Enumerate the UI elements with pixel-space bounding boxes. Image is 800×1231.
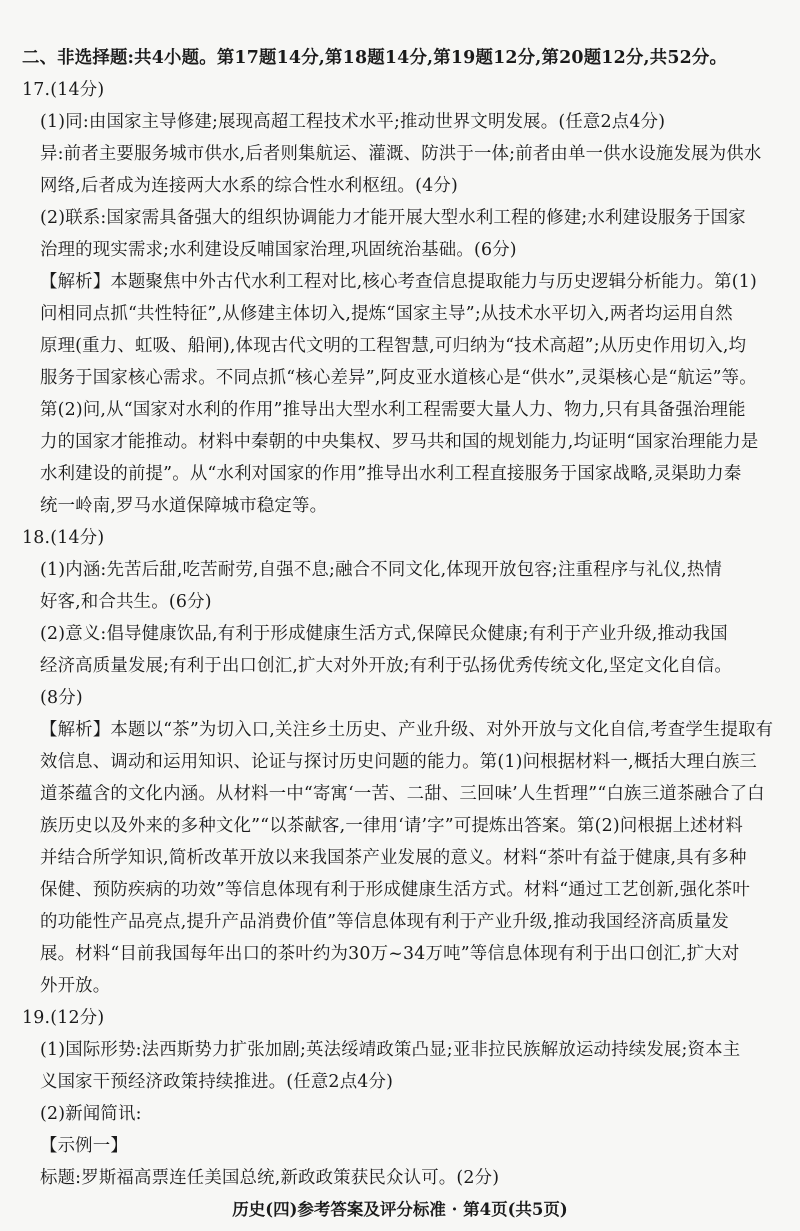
text-line: 展。材料“目前我国每年出口的茶叶约为30万~34万吨”等信息体现有利于出口创汇,扩大对 bbox=[40, 944, 740, 964]
text-line: 问相同点抓“共性特征”,从修建主体切入,提炼“国家主导”;从技术水平切入,两者均运用自然 bbox=[40, 304, 733, 324]
q17-part1-same: (1)同:由国家主导修建;展现高超工程技术水平;推动世界文明发展。(任意2点4分) bbox=[40, 112, 666, 132]
q18-part1: (1)内涵:先苦后甜,吃苦耐劳,自强不息;融合不同文化,体现开放包容;注重程序与礼仪,热情 bbox=[40, 560, 722, 580]
text-line: 的功能性产品亮点,提升产品消费价值”等信息体现有利于产业升级,推动我国经济高质量发 bbox=[40, 912, 729, 932]
text-line: 效信息、调动和运用知识、论证与探讨历史问题的能力。第(1)问根据材料一,概括大理白族三 bbox=[40, 752, 758, 772]
text-line: 水利建设的前提”。从“水利对国家的作用”推导出水利工程直接服务于国家战略,灵渠助力秦 bbox=[40, 464, 742, 484]
text-line: 好客,和合共生。(6分) bbox=[40, 592, 212, 612]
text-line: 治理的现实需求;水利建设反哺国家治理,巩固统治基础。(6分) bbox=[40, 240, 517, 260]
q17-part2: (2)联系:国家需具备强大的组织协调能力才能开展大型水利工程的修建;水利建设服务于国家 bbox=[40, 208, 746, 228]
section-header: 二、非选择题:共4小题。第17题14分,第18题14分,第19题12分,第20题12分,共52分。 bbox=[22, 48, 728, 68]
text-line: 统一岭南,罗马水道保障城市稳定等。 bbox=[40, 496, 328, 516]
question-17-heading: 17.(14分) bbox=[22, 80, 105, 100]
q17-analysis: 【解析】本题聚焦中外古代水利工程对比,核心考查信息提取能力与历史逻辑分析能力。第(1) bbox=[40, 272, 758, 292]
page-footer: 历史(四)参考答案及评分标准 · 第4页(共5页) bbox=[232, 1200, 568, 1219]
text-line: 外开放。 bbox=[40, 976, 111, 996]
text-line: 力的国家才能推动。材料中秦朝的中央集权、罗马共和国的规划能力,均证明“国家治理能力是 bbox=[40, 432, 759, 452]
text-line: (8分) bbox=[40, 688, 83, 708]
q17-part1-diff: 异:前者主要服务城市供水,后者则集航运、灌溉、防洪于一体;前者由单一供水设施发展为供水 bbox=[40, 144, 762, 164]
text-line: 经济高质量发展;有利于出口创汇,扩大对外开放;有利于弘扬优秀传统文化,坚定文化自信。 bbox=[40, 656, 733, 676]
text-line: 并结合所学知识,简析改革开放以来我国茶产业发展的意义。材料“茶叶有益于健康,具有多种 bbox=[40, 848, 747, 868]
example-1-label: 【示例一】 bbox=[40, 1136, 128, 1156]
q18-analysis: 【解析】本题以“茶”为切入口,关注乡土历史、产业升级、对外开放与文化自信,考查学生提取有 bbox=[40, 720, 774, 740]
text-line: 第(2)问,从“国家对水利的作用”推导出大型水利工程需要大量人力、物力,只有具备强治理能 bbox=[40, 400, 746, 420]
q18-part2: (2)意义:倡导健康饮品,有利于形成健康生活方式,保障民众健康;有利于产业升级,推动我国 bbox=[40, 624, 728, 644]
text-line: 网络,后者成为连接两大水系的综合性水利枢纽。(4分) bbox=[40, 176, 458, 196]
text-line: 道茶蕴含的文化内涵。从材料一中“寄寓‘一苦、二甜、三回味’人生哲理”“白族三道茶融合了白 bbox=[40, 784, 765, 804]
text-line: 原理(重力、虹吸、船闸),体现古代文明的工程智慧,可归纳为“技术高超”;从历史作用切入,均 bbox=[40, 336, 747, 356]
text-line: 族历史以及外来的多种文化”“以茶献客,一律用‘请’字”可提炼出答案。第(2)问根据上述材料 bbox=[40, 816, 743, 836]
example-1-title: 标题:罗斯福高票连任美国总统,新政政策获民众认可。(2分) bbox=[40, 1168, 500, 1188]
text-line: 保健、预防疾病的功效”等信息体现有利于形成健康生活方式。材料“通过工艺创新,强化茶叶 bbox=[40, 880, 750, 900]
q19-part2: (2)新闻简讯: bbox=[40, 1104, 142, 1124]
question-18-heading: 18.(14分) bbox=[22, 528, 105, 548]
text-line: 服务于国家核心需求。不同点抓“核心差异”,阿皮亚水道核心是“供水”,灵渠核心是“航运”等。 bbox=[40, 368, 757, 388]
q19-part1: (1)国际形势:法西斯势力扩张加剧;英法绥靖政策凸显;亚非拉民族解放运动持续发展;资本主 bbox=[40, 1040, 741, 1060]
question-19-heading: 19.(12分) bbox=[22, 1008, 105, 1028]
text-line: 义国家干预经济政策持续推进。(任意2点4分) bbox=[40, 1072, 394, 1092]
